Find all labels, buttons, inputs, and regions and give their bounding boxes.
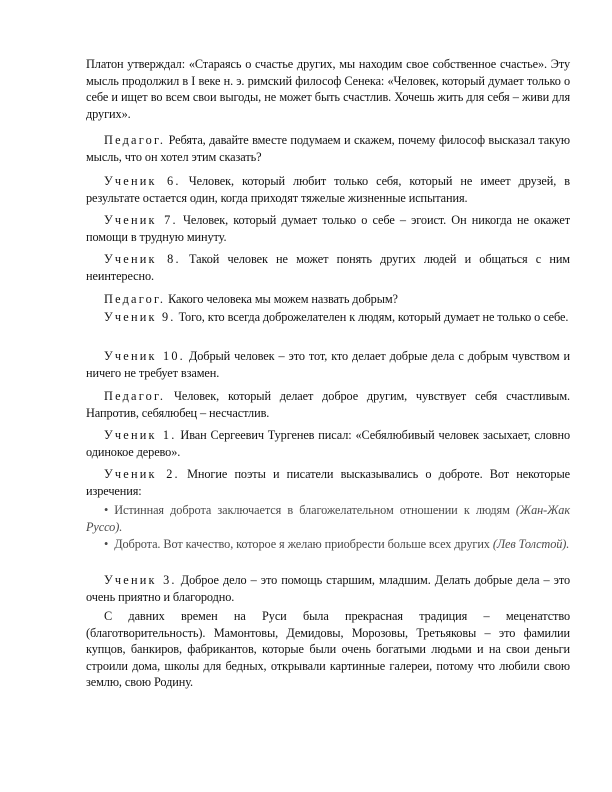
paragraph-student-7 — [86, 212, 570, 245]
paragraph-student-2 — [86, 466, 570, 499]
paragraph-plato-seneca: Платон утверждал: «Стараясь о счастье других, мы находим свое собственное счастье». Эту мысль продолжил в I веке н. э. римский философ Сенека: «Человек, который думает только о себе и ищет во всем свои выгоды, не может быть счастлив. Хочешь жить для себя – живи для других». — [86, 57, 570, 121]
speaker-label: Ученик 10. — [104, 349, 185, 363]
speaker-label: Педагог. — [104, 292, 166, 306]
quote-text: Доброта. Вот качество, которое я желаю приобрести больше всех других — [114, 537, 493, 551]
paragraph-student-9 — [86, 309, 570, 326]
paragraph-patronage: С давних времен на Руси была прекрасная традиция – меценатство (благотворительность). Мамонтовы, Демидовы, Морозовы, Третьяковы – это фамилии купцов, банкиров, фабрикантов, которые были очень богатыми людьми и на свои деньги строили дома, школы для бедных, открывали картинные галереи, потому что любили свою землю, свою Родину. — [86, 609, 570, 690]
paragraph-student-8 — [86, 251, 570, 284]
speech-text: Иван Сергеевич Тургенев писал: «Себялюбивый человек засыхает, словно одинокое дерево». — [86, 428, 570, 459]
speech-text: Такой человек не может понять других людей и общаться с ним неинтересно. — [86, 252, 570, 283]
speech-text: Какого человека мы можем назвать добрым? — [165, 292, 398, 306]
speaker-label: Педагог. — [104, 389, 166, 403]
speech-text: Того, кто всегда доброжелателен к людям, который думает не только о себе. — [175, 310, 569, 324]
quote-rousseau — [86, 502, 570, 535]
quote-tolstoy — [86, 536, 570, 553]
paragraph-teacher-3 — [86, 388, 570, 421]
paragraph-student-6 — [86, 173, 570, 206]
paragraph-teacher-1 — [86, 132, 570, 165]
speech-text: Человек, который делает доброе другим, чувствует себя счастливым. Напротив, себялюбец – несчастлив. — [86, 389, 570, 420]
paragraph-student-1 — [86, 427, 570, 460]
speaker-label: Ученик 7. — [104, 213, 178, 227]
quote-author: (Жан-Жак Руссо). — [86, 503, 570, 534]
speech-text: Человек, который думает только о себе – эгоист. Он никогда не окажет помощи в трудную минуту. — [86, 213, 570, 244]
speech-text: Многие поэты и писатели высказывались о доброте. Вот некоторые изречения: — [86, 467, 570, 498]
quote-text: Истинная доброта заключается в благожелательном отношении к людям — [114, 503, 516, 517]
speech-text: Человек, который любит только себя, который не имеет друзей, в результате остается один, когда приходят тяжелые жизненные испытания. — [86, 174, 570, 205]
speech-text: Доброе дело – это помощь старшим, младшим. Делать добрые дела – это очень приятно и благородно. — [86, 573, 570, 604]
speech-text: Добрый человек – это тот, кто делает добрые дела с добрым чувством и ничего не требует взамен. — [86, 349, 570, 380]
speaker-label: Ученик 6. — [104, 174, 181, 188]
speaker-label: Педагог. — [104, 133, 166, 147]
paragraph-student-10 — [86, 348, 570, 381]
speaker-label: Ученик 1. — [104, 428, 177, 442]
paragraph-teacher-2 — [86, 291, 570, 308]
quote-author: (Лев Толстой). — [492, 537, 570, 551]
paragraph-student-3 — [86, 572, 570, 605]
bullet-icon: • — [104, 503, 109, 517]
speech-text: Ребята, давайте вместе подумаем и скажем, почему философ высказал такую мысль, что он хотел этим сказать? — [86, 133, 570, 164]
speaker-label: Ученик 3. — [104, 573, 177, 587]
speaker-label: Ученик 2. — [104, 467, 180, 481]
speaker-label: Ученик 9. — [104, 310, 176, 324]
bullet-icon: • — [104, 537, 109, 551]
speaker-label: Ученик 8. — [104, 252, 181, 266]
